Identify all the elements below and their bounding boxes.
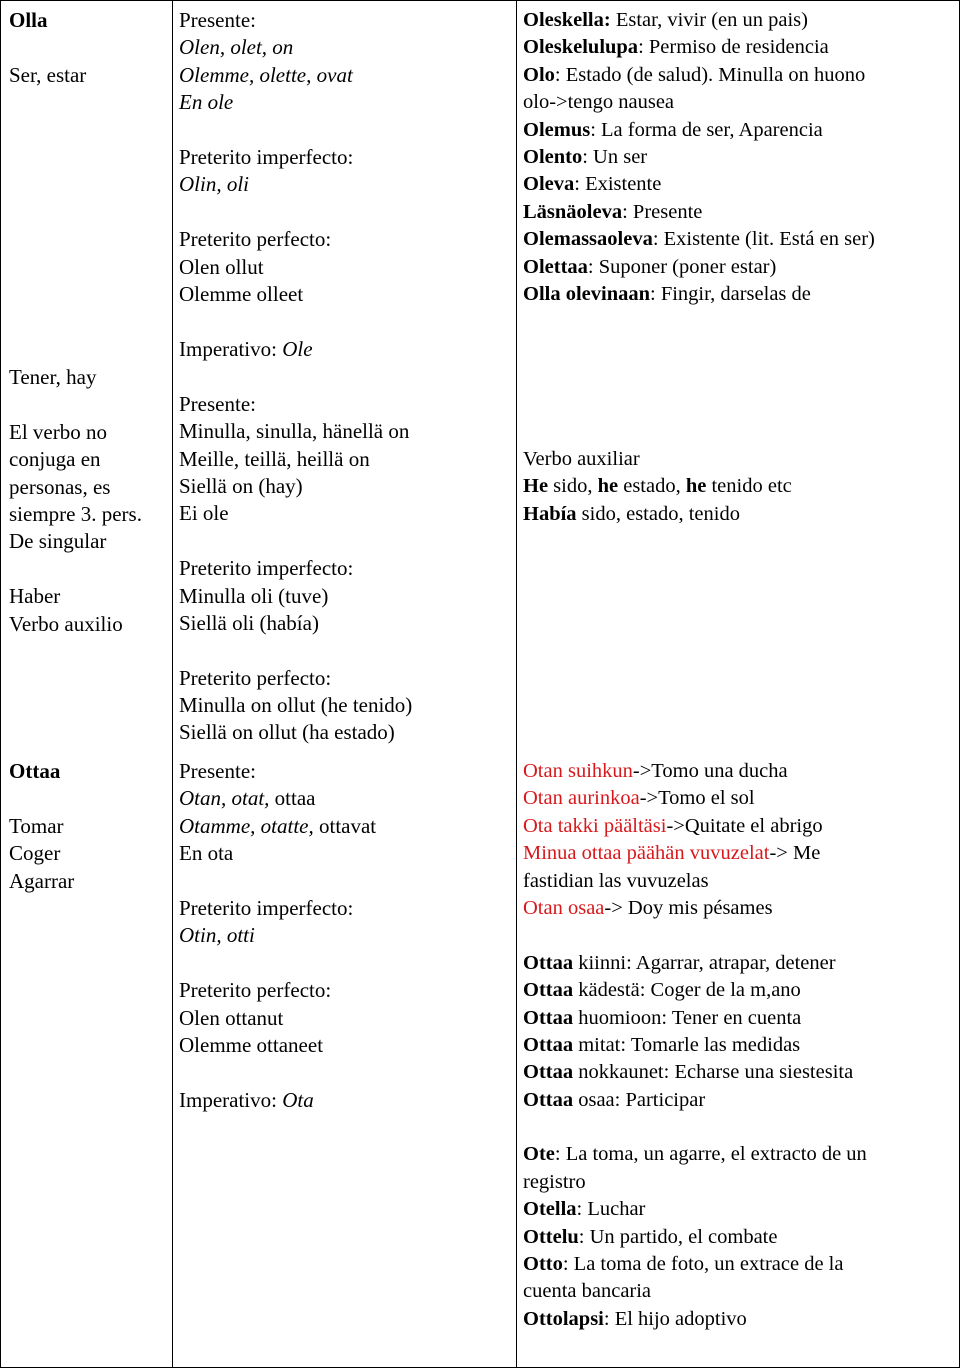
row-tener-usage-cell — [523, 446, 953, 528]
conjugation-line: Siellä on ollut (ha estado) — [179, 720, 395, 745]
verb-meaning: Ser, estar — [9, 62, 87, 87]
verb-headword: Ottaa — [9, 759, 61, 783]
tense-label: Presente: — [179, 759, 256, 783]
row-ottaa-conjugation-cell — [179, 758, 509, 1114]
tense-label: Preterito perfecto: — [179, 227, 332, 252]
table-border-top — [0, 0, 960, 1]
tense-label: Preterito imperfecto: — [179, 556, 354, 581]
vocab-entry: Olla olevinaan: Fingir, darselas de — [523, 282, 811, 305]
conjugation-line: Otan, otat, ottaa — [179, 786, 316, 811]
idiom-line: Ottaa mitat: Tomarle las medidas — [523, 1033, 801, 1056]
phrase-line: Otan osaa-> Doy mis pésames — [523, 896, 773, 919]
blank-line — [179, 363, 509, 390]
blank-line — [523, 1114, 953, 1141]
verb-meaning: Haber — [9, 584, 61, 609]
blank-line — [9, 391, 169, 418]
blank-line — [179, 528, 509, 555]
row-olla-verb-cell — [9, 7, 169, 89]
conjugation-line: En ota — [179, 841, 234, 866]
conjugation-line: Olemme olleet — [179, 281, 304, 306]
row-olla-vocabulary-cell — [523, 7, 953, 308]
tense-label: Preterito perfecto: — [179, 665, 332, 690]
conjugation-line: Siellä oli (había) — [179, 610, 319, 635]
vocab-entry: Läsnäoleva: Presente — [523, 200, 703, 223]
idiom-line: Ottaa nokkaunet: Echarse una siestesita — [523, 1061, 854, 1084]
blank-line — [179, 868, 509, 895]
table-column-divider — [516, 0, 517, 1368]
phrase-line: Otan suihkun->Tomo una ducha — [523, 760, 788, 782]
imperative-line: Imperativo: Ota — [179, 1087, 314, 1112]
idiom-line: Ottaa osaa: Participar — [523, 1088, 706, 1111]
conjugation-line: Olen ollut — [179, 254, 264, 279]
blank-line — [179, 1059, 509, 1086]
tense-label: Presente: — [179, 391, 256, 416]
note-line: De singular — [9, 529, 107, 554]
noun-line: cuenta bancaria — [523, 1280, 652, 1303]
idiom-line: Ottaa huomioon: Tener en cuenta — [523, 1006, 802, 1029]
usage-example: Había sido, estado, tenido — [523, 502, 740, 525]
conjugation-line: Minulla oli (tuve) — [179, 583, 329, 608]
note-line: El verbo no — [9, 419, 107, 444]
row-ottaa-phrases-cell — [523, 758, 953, 1333]
noun-line: Otella: Luchar — [523, 1198, 646, 1221]
phrase-line: Ota takki päältäsi->Quitate el abrigo — [523, 814, 823, 837]
usage-heading: Verbo auxiliar — [523, 448, 640, 470]
verb-headword: Olla — [9, 8, 48, 32]
vocab-entry: Olo: Estado (de salud). Minulla on huono — [523, 63, 866, 86]
conjugation-line: Olemme ottaneet — [179, 1032, 324, 1057]
tense-label: Preterito perfecto: — [179, 978, 332, 1003]
blank-line — [523, 922, 953, 949]
conjugation-line: Olemme, olette, ovat — [179, 62, 353, 87]
phrase-line: fastidian las vuvuzelas — [523, 869, 709, 892]
vocab-entry: Olemus: La forma de ser, Aparencia — [523, 118, 823, 141]
conjugation-line: Ei ole — [179, 501, 229, 526]
conjugation-line: Olen ottanut — [179, 1005, 284, 1030]
row-tener-conjugation-cell — [179, 336, 509, 747]
blank-line — [179, 199, 509, 226]
row-olla-conjugation-cell — [179, 7, 509, 308]
blank-line — [9, 556, 169, 583]
conjugation-line: En ole — [179, 90, 234, 115]
phrase-line: Otan aurinkoa->Tomo el sol — [523, 787, 755, 810]
vocab-entry: Olettaa: Suponer (poner estar) — [523, 255, 777, 278]
row-tener-verb-cell — [9, 364, 169, 638]
conjugation-line: Minulla, sinulla, hänellä on — [179, 419, 410, 444]
conjugation-line: Meille, teillä, heillä on — [179, 446, 370, 471]
note-line: personas, es — [9, 474, 111, 499]
conjugation-line: Olin, oli — [179, 172, 250, 197]
blank-line — [9, 34, 169, 61]
imperative-line: Imperativo: Ole — [179, 337, 313, 361]
verb-meaning: Verbo auxilio — [9, 611, 123, 636]
table-column-divider — [172, 0, 173, 1368]
note-line: siempre 3. pers. — [9, 501, 142, 526]
noun-line: registro — [523, 1170, 586, 1193]
noun-line: Otto: La toma de foto, un extrace de la — [523, 1253, 844, 1276]
conjugation-line: Olen, olet, on — [179, 35, 294, 60]
conjugation-line: Otamme, otatte, ottavat — [179, 813, 377, 838]
usage-example: He sido, he estado, he tenido etc — [523, 475, 792, 498]
vocab-entry: Oleva: Existente — [523, 173, 662, 196]
table-border-left — [0, 0, 1, 1368]
vocab-entry: olo->tengo nausea — [523, 91, 675, 114]
noun-line: Ote: La toma, un agarre, el extracto de un — [523, 1143, 867, 1166]
note-line: conjuga en — [9, 447, 101, 472]
noun-line: Ottelu: Un partido, el combate — [523, 1225, 778, 1248]
verb-meaning: Coger — [9, 841, 61, 866]
conjugation-line: Otin, otti — [179, 923, 255, 948]
blank-line — [179, 950, 509, 977]
row-ottaa-verb-cell — [9, 758, 169, 895]
tense-label: Preterito imperfecto: — [179, 895, 354, 920]
blank-line — [179, 117, 509, 144]
verb-meaning: Agarrar — [9, 868, 75, 893]
conjugation-line: Siellä on (hay) — [179, 473, 303, 498]
blank-line — [9, 785, 169, 812]
verb-meaning: Tomar — [9, 813, 64, 838]
phrase-line: Minua ottaa päähän vuvuzelat-> Me — [523, 842, 821, 865]
verb-meaning: Tener, hay — [9, 365, 97, 389]
noun-line: Ottolapsi: El hijo adoptivo — [523, 1307, 747, 1330]
idiom-line: Ottaa kiinni: Agarrar, atrapar, detener — [523, 951, 836, 974]
idiom-line: Ottaa kädestä: Coger de la m,ano — [523, 979, 801, 1002]
tense-label: Preterito imperfecto: — [179, 144, 354, 169]
vocab-entry: Olento: Un ser — [523, 145, 648, 168]
tense-label: Presente: — [179, 8, 256, 32]
vocab-entry: Oleskelulupa: Permiso de residencia — [523, 36, 829, 59]
blank-line — [179, 637, 509, 664]
vocab-entry: Olemassaoleva: Existente (lit. Está en ser) — [523, 228, 875, 251]
conjugation-line: Minulla on ollut (he tenido) — [179, 693, 413, 718]
vocab-entry: Oleskella: Estar, vivir (en un pais) — [523, 9, 808, 31]
